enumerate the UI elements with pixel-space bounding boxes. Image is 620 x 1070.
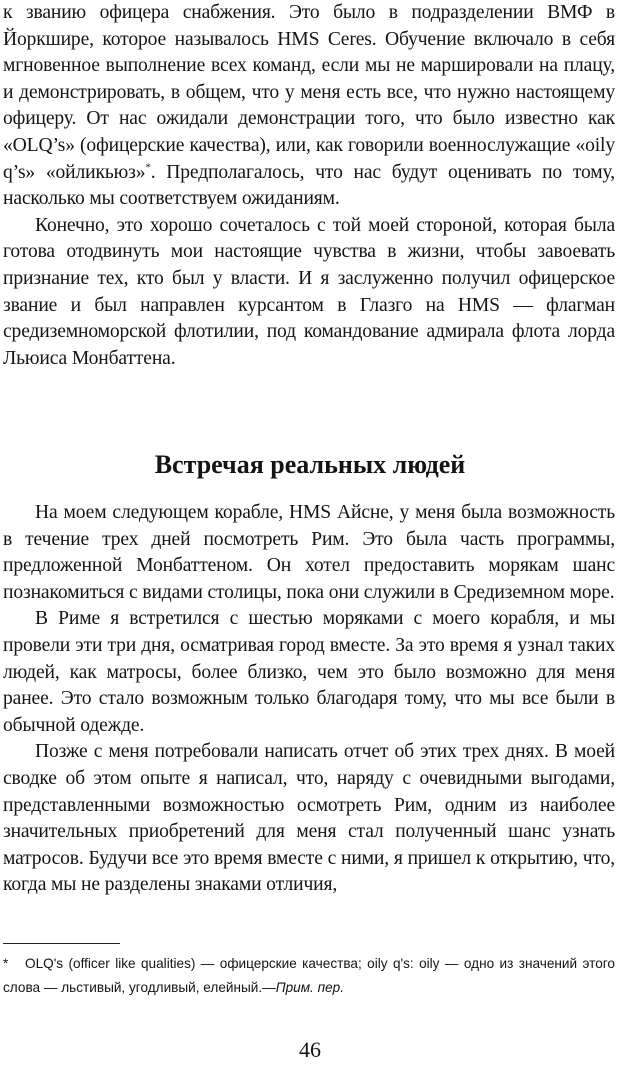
footnote-divider: [3, 943, 120, 944]
paragraph-text: к званию офицера снабжения. Это было в подразделении ВМФ в Йоркшире, которое называлось HMS Ceres. Обучение включало в себя мгновенное выполнение всех команд, если мы не маршировали на плацу, и демонстрировать, в общем, что у меня есть все, что нужно настоящему офицеру. От нас ожидали демонстрации того, что было известно как «OLQ’s» (офицерские качества), или, как говорили военнослужащие «oily q’s» «ойликьюз»: [3, 2, 615, 183]
continuation-text: [3, 0, 615, 372]
footnote-star: *: [3, 956, 9, 971]
page-number: 46: [299, 1037, 321, 1062]
section-heading: Встречая реальных людей: [154, 450, 466, 479]
footnote-marker: *: [145, 161, 151, 174]
footnote: [3, 952, 615, 1000]
paragraph: Позже с меня потребовали написать отчет об этих трех днях. В моей сводке об этом опыте я написал, что, наряду с очевидными выгодами, представленными возможностью осмотреть Рим, одним из наиболее значительных приобретений для меня стал полученный шанс узнать матросов. Будучи все это время вместе с ними, я пришел к открытию, что, когда мы не разделены знаками отличия,: [3, 741, 615, 896]
paragraph: В Риме я встретился с шестью моряками с моего корабля, и мы провели эти три дня, осматривая город вместе. За это время я узнал таких людей, как матросы, более близко, чем это было возможно для меня ранее. Это стало возможным только благодаря тому, что мы все были в обычной одежде.: [3, 608, 615, 736]
paragraph: Конечно, это хорошо сочеталось с той моей стороной, которая была готова отодвинуть мои настоящие чувства в жизни, чтобы завоевать признание тех, кто был у власти. И я заслуженно получил офицерское звание и был направлен курсантом в Глазго на HMS — флагман средиземноморской флотилии, под командование адмирала флота лорда Льюиса Монбаттена.: [3, 214, 615, 369]
translator-note: Прим. пер.: [275, 980, 344, 995]
paragraph: На моем следующем корабле, HMS Айсне, у меня была возможность в течение трех дней посмотреть Рим. Это была часть программы, предложенной Монбаттеном. Он хотел предоставить морякам шанс познакомиться с видами столицы, пока они служили в Средиземном море.: [3, 502, 615, 603]
paragraph-text-tail: . Предполагалось, что нас будут оценивать по тому, насколько мы соответствуем ожиданиям.: [3, 161, 615, 210]
footnote-text: OLQ's (officer like qualities) — офицерские качества; oily q's: oily — одно из значений этого слова — льстивый, угодливый, елейный.—: [3, 956, 615, 995]
section-text: [3, 500, 615, 899]
paragraph: [3, 0, 615, 213]
